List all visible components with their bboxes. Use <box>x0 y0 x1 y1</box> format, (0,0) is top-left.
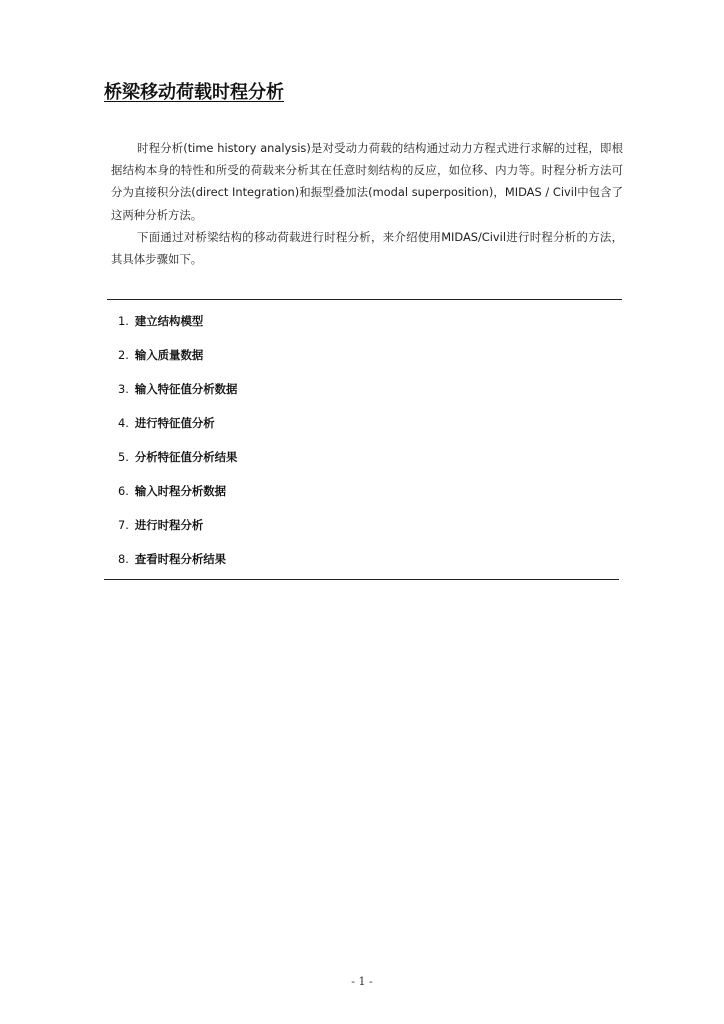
step-number: 7. <box>118 518 129 532</box>
steps-list <box>118 312 237 584</box>
step-number: 1. <box>118 314 129 328</box>
step-number: 5. <box>118 450 129 464</box>
intro-section <box>111 137 623 270</box>
intro-paragraph-1: 时程分析(time history analysis)是对受动力荷载的结构通过动力方程式进行求解的过程，即根据结构本身的特性和所受的荷载来分析其在任意时刻结构的反应，如位移、内力等。时程分析方法可分为直接积分法(direct Integration)和振型叠加法(modal superposition)，MIDAS / Civil中包含了这两种分析方法。 <box>111 141 623 222</box>
step-item <box>118 448 237 482</box>
page-title: 桥梁移动荷载时程分析 <box>104 82 284 103</box>
step-label: 输入质量数据 <box>134 348 204 362</box>
step-label: 进行时程分析 <box>134 518 204 532</box>
step-number: 8. <box>118 552 129 566</box>
step-item <box>118 482 237 516</box>
step-label: 查看时程分析结果 <box>134 552 227 566</box>
step-label: 输入时程分析数据 <box>134 484 227 498</box>
divider-bottom <box>104 579 619 580</box>
step-number: 4. <box>118 416 129 430</box>
step-number: 2. <box>118 348 129 362</box>
divider-top <box>107 299 622 300</box>
step-label: 进行特征值分析 <box>134 416 215 430</box>
step-label: 建立结构模型 <box>134 314 204 328</box>
step-item <box>118 414 237 448</box>
intro-paragraph-2: 下面通过对桥梁结构的移动荷载进行时程分析，来介绍使用MIDAS/Civil进行时程分析的方法，其具体步骤如下。 <box>111 229 623 267</box>
step-label: 分析特征值分析结果 <box>134 450 238 464</box>
step-label: 输入特征值分析数据 <box>134 382 238 396</box>
step-number: 3. <box>118 382 129 396</box>
step-item <box>118 380 237 414</box>
step-item <box>118 312 237 346</box>
step-item <box>118 346 237 380</box>
page-number: - 1 - <box>351 975 373 988</box>
step-number: 6. <box>118 484 129 498</box>
step-item <box>118 516 237 550</box>
